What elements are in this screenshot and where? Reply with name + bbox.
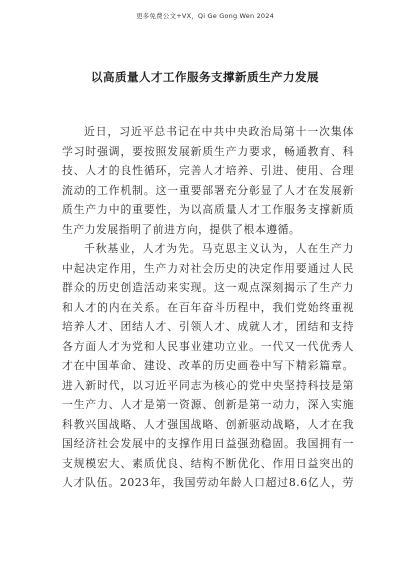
document-body (62, 122, 354, 493)
paragraph-line: 支规模宏大、素质优良、结构不断优化、作用日益突出的 (62, 456, 354, 470)
paragraph-line: 科教兴国战略、人才强国战略、创新驱动战略，人才在我 (62, 417, 354, 431)
paragraph-line: 各方面人才为党和人民事业建功立业。一代又一代优秀人 (62, 339, 354, 353)
paragraph-line: 质生产力中的重要性，为以高质量人才工作服务支撑新质 (62, 203, 354, 216)
paragraph-line: 才在中国革命、建设、改革的历史画卷中写下精彩篇章。 (62, 359, 354, 372)
header-note: 更多免费公文+VX，Qi Ge Gong Wen 2024 (136, 12, 274, 20)
paragraph-line: 近日，习近平总书记在中共中央政治局第十一次集体 (84, 125, 354, 138)
paragraph-line: 进入新时代，以习近平同志为核心的党中央坚持科技是第 (62, 378, 354, 392)
paragraph-line: 千秋基业，人才为先。马克思主义认为，人在生产力 (84, 242, 354, 255)
paragraph-line: 流动的工作机制。这一重要部署充分彰显了人才在发展新 (62, 183, 354, 197)
paragraph-line: 中起决定作用，生产力对社会历史的决定作用要通过人民 (62, 261, 354, 275)
paragraph-line: 培养人才、团结人才、引领人才、成就人才，团结和支持 (62, 320, 354, 333)
paragraph-line: 学习时强调，要按照发展新质生产力要求，畅通教育、科 (62, 144, 354, 158)
paragraph-line: 技、人才的良性循环，完善人才培养、引进、使用、合理 (62, 164, 354, 177)
paragraph-line: 国经济社会发展中的支撑作用日益强劲稳固。我国拥有一 (62, 437, 354, 450)
paragraph-line: 人才队伍。2023年，我国劳动年龄人口超过8.6亿人，劳 (62, 476, 354, 489)
paragraph-line: 一生产力、人才是第一资源、创新是第一动力，深入实施 (62, 398, 354, 411)
document-title: 以高质量人才工作服务支撑新质生产力发展 (91, 70, 319, 84)
paragraph-line: 生产力发展指明了前进方向，提供了根本遵循。 (62, 222, 301, 236)
paragraph-line: 和人才的内在关系。在百年奋斗历程中，我们党始终重视 (62, 300, 354, 314)
paragraph-line: 群众的历史创造活动来实现。这一观点深刻揭示了生产力 (62, 281, 354, 294)
